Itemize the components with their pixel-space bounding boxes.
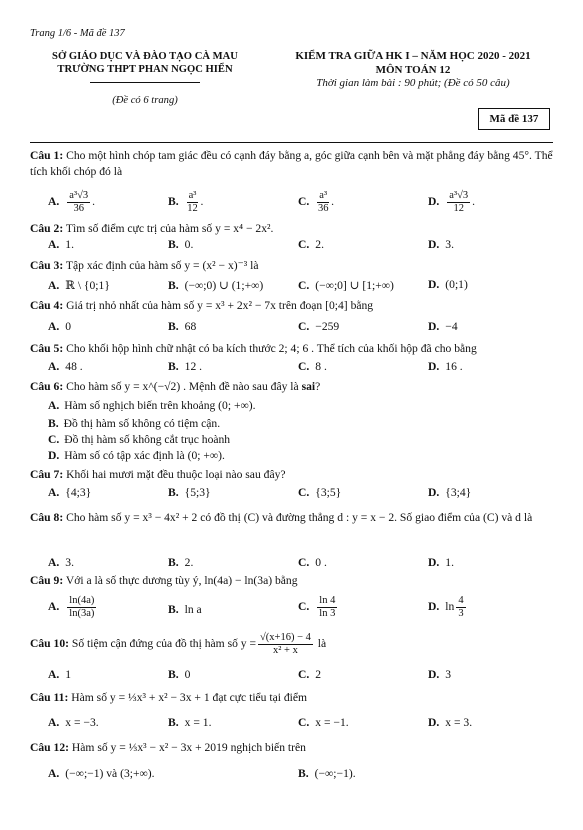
question-text: Số tiệm cận đứng của đồ thị hàm số y = [71, 637, 257, 651]
option-text: 3 [445, 668, 452, 681]
option-c[interactable] [48, 432, 230, 447]
option-text: 1 [65, 668, 72, 681]
question-text: Khối hai mươi mặt đều thuộc loại nào sau đây? [66, 468, 286, 481]
option-letter: B. [168, 556, 179, 569]
option-letter: A. [48, 767, 60, 780]
question-text: Cho khối hộp hình chữ nhật có ba kích thước 2; 4; 6 . Thể tích của khối hộp đã cho bằng [66, 342, 477, 355]
option-letter: C. [298, 600, 310, 614]
options-2 [30, 238, 553, 254]
option-letter: B. [168, 238, 179, 251]
option-letter: C. [298, 279, 310, 292]
option-a[interactable] [48, 556, 74, 569]
school-name: TRƯỜNG THPT PHAN NGỌC HIỂN [57, 64, 233, 75]
option-letter: B. [168, 716, 179, 729]
option-c[interactable]: C. $\frac{\text{a³}}{36}$ . [298, 190, 334, 214]
denominator: x² + x [273, 645, 298, 656]
question-11 [30, 690, 553, 706]
option-letter: B. [168, 320, 179, 333]
option-b[interactable] [168, 716, 211, 729]
option-letter: D. [428, 716, 440, 729]
option-d[interactable] [428, 716, 472, 729]
option-letter: C. [298, 238, 310, 251]
question-text: Tìm số điểm cực trị của hàm số y = x⁴ − 2x². [65, 222, 274, 235]
option-text: (−∞;0) ∪ (1;+∞) [184, 279, 264, 292]
option-d[interactable] [428, 486, 471, 499]
exam-header [272, 50, 554, 91]
option-text: 2. [184, 556, 194, 569]
option-b[interactable] [168, 278, 263, 292]
numerator: ln 4 [319, 595, 336, 606]
option-a[interactable] [48, 278, 110, 292]
option-b[interactable] [168, 603, 202, 616]
question-text: Cho hàm số y = x³ − 4x² + 2 có đồ thị (C) và đường thẳng d : y = x − 2. Số giao điểm của (C) và d là [66, 511, 533, 524]
option-text: (−∞;0] ∪ [1;+∞) [315, 279, 394, 292]
option-text: 3. [445, 238, 454, 251]
option-text: −259 [315, 320, 340, 333]
exam-time: Thời gian làm bài : 90 phút; (Đề có 50 câu) [316, 77, 510, 89]
option-text: 0. [184, 238, 194, 251]
option-letter: D. [428, 600, 440, 614]
option-text: 1. [65, 238, 74, 251]
option-a[interactable] [48, 716, 99, 729]
header-rule [90, 82, 200, 83]
option-letter: B. [168, 486, 179, 499]
option-text: x = 1. [184, 716, 212, 729]
denominator: ln 3 [319, 608, 336, 619]
option-letter: D. [48, 449, 60, 462]
option-b[interactable] [168, 320, 196, 333]
option-letter: C. [298, 360, 310, 373]
question-number: Câu 2: [30, 222, 64, 235]
options-11 [30, 716, 553, 732]
option-text: Hàm số có tập xác định là (0; +∞). [64, 449, 225, 462]
option-text: x = −3. [65, 716, 99, 729]
option-text: {3;4} [445, 486, 472, 499]
question-text: Tập xác định của hàm số y = (x² − x)⁻³ là [65, 259, 259, 272]
option-letter: A. [48, 486, 60, 499]
question-2 [30, 221, 553, 237]
question-1 [30, 148, 553, 180]
options-12 [30, 767, 553, 783]
option-letter: A. [48, 238, 60, 251]
question-8 [30, 510, 553, 526]
option-text: 12 . [184, 360, 203, 373]
question-text: Cho một hình chóp tam giác đều có cạnh đáy bằng a, góc giữa cạnh bên và mặt phẳng đáy bằng 45°. Thể tích khối chóp đó là [30, 149, 553, 178]
option-text: 0 [65, 320, 72, 333]
option-letter: C. [298, 486, 310, 499]
option-c[interactable] [298, 238, 324, 251]
fraction [317, 190, 329, 215]
numerator: √(x+16) − 4 [260, 632, 311, 643]
question-number: Câu 12: [30, 741, 69, 754]
page-label: Trang 1/6 - Mã đề 137 [30, 28, 125, 39]
options-9 [30, 595, 553, 627]
school-header [30, 50, 260, 107]
exam-subject: MÔN TOÁN 12 [375, 63, 451, 76]
option-text: 48 . [65, 360, 83, 373]
options-8 [30, 556, 553, 572]
option-b[interactable] [168, 486, 211, 499]
option-text: 2 [315, 668, 322, 681]
option-letter: D. [428, 556, 440, 569]
option-letter: D. [428, 360, 440, 373]
option-c[interactable] [298, 556, 327, 569]
option-text: ln a [184, 603, 202, 616]
option-letter: C. [298, 668, 310, 681]
option-text: 68 [184, 320, 197, 333]
option-letter: D. [428, 486, 440, 499]
option-text: 2. [315, 238, 324, 251]
question-number: Câu 10: [30, 637, 69, 651]
option-letter: D. [428, 238, 440, 251]
school-dept: SỞ GIÁO DỤC VÀ ĐÀO TẠO CÀ MAU [52, 51, 238, 62]
option-b[interactable] [168, 238, 193, 251]
option-text: 8 . [315, 360, 327, 373]
option-d[interactable] [428, 320, 458, 333]
numerator: ln(4a) [69, 595, 95, 606]
option-text: (−∞;−1) và (3;+∞). [65, 767, 155, 780]
numerator: a³√3 [449, 190, 469, 201]
option-text: −4 [445, 320, 458, 333]
option-letter: A. [48, 195, 60, 209]
option-d[interactable] [428, 278, 468, 291]
numerator: a³ [188, 190, 197, 201]
option-text: 1. [445, 556, 454, 569]
option-d[interactable] [428, 595, 468, 620]
question-number: Câu 1: [30, 149, 64, 162]
question-mark: ? [315, 380, 321, 393]
denominator: 12 [187, 203, 198, 214]
question-4 [30, 298, 553, 314]
denominator: 12 [453, 203, 464, 214]
option-letter: A. [48, 556, 60, 569]
question-3 [30, 258, 553, 274]
fraction [317, 595, 337, 620]
question-number: Câu 3: [30, 259, 64, 272]
option-letter: B. [168, 603, 179, 616]
question-number: Câu 4: [30, 299, 64, 312]
question-7 [30, 467, 553, 483]
option-a[interactable] [48, 595, 98, 620]
fraction [258, 632, 313, 657]
question-number: Câu 7: [30, 468, 64, 481]
fraction [187, 190, 199, 215]
option-d[interactable] [428, 360, 463, 373]
option-letter: A. [48, 320, 60, 333]
option-d[interactable] [428, 238, 454, 251]
options-5 [30, 360, 553, 376]
option-a[interactable] [48, 767, 155, 780]
emphasis-word: sai [301, 380, 316, 393]
option-letter: B. [168, 279, 179, 292]
option-b[interactable] [298, 767, 356, 780]
option-a[interactable] [48, 668, 71, 681]
options-7 [30, 486, 553, 502]
question-text: Cho hàm số y = x^(−√2) . Mệnh đề nào sau đây là [66, 380, 302, 393]
option-letter: B. [298, 767, 309, 780]
question-text: Giá trị nhỏ nhất của hàm số y = x³ + 2x² − 7x trên đoạn [0;4] bằng [66, 299, 374, 312]
options-3 [30, 278, 553, 294]
option-d[interactable] [428, 556, 454, 569]
question-5 [30, 341, 553, 357]
denominator: 36 [317, 203, 329, 214]
option-text: 16 . [445, 360, 463, 373]
option-letter: B. [168, 360, 179, 373]
option-text: {3;5} [315, 486, 342, 499]
option-b[interactable] [168, 556, 193, 569]
exam-title: KIỂM TRA GIỮA HK I – NĂM HỌC 2020 - 2021 [295, 50, 531, 62]
option-text: (0;1) [445, 278, 468, 291]
fraction [456, 595, 465, 620]
question-text: Hàm số y = ⅓x³ − x² − 3x + 2019 nghịch biến trên [71, 741, 306, 754]
option-a[interactable] [48, 320, 71, 333]
question-12 [30, 740, 553, 756]
denominator: 3 [458, 608, 464, 619]
option-text: Đồ thị hàm số không có tiệm cận. [63, 417, 221, 430]
option-a[interactable] [48, 486, 91, 499]
options-1 [30, 190, 553, 220]
option-c[interactable] [298, 668, 321, 681]
question-text-end: là [317, 637, 327, 651]
option-d[interactable] [428, 668, 451, 681]
option-c[interactable] [298, 360, 327, 373]
option-text: 0 [184, 668, 191, 681]
denominator: 36 [73, 203, 84, 214]
option-letter: D. [428, 668, 440, 681]
pages-note: (Đề có 6 trang) [112, 95, 178, 106]
numerator: a³ [319, 190, 328, 201]
question-6 [30, 379, 553, 395]
question-9 [30, 573, 553, 589]
option-letter: B. [48, 417, 59, 430]
option-text: Đồ thị hàm số không cắt trục hoành [64, 433, 231, 446]
option-b[interactable] [48, 416, 220, 431]
question-text: Hàm số y = ⅓x³ + x² − 3x + 1 đạt cực tiểu tại điểm [71, 691, 308, 704]
option-text: x = 3. [445, 716, 473, 729]
option-d[interactable] [48, 448, 225, 463]
question-text: Với a là số thực dương tùy ý, ln(4a) − ln(3a) bằng [65, 574, 298, 587]
question-number: Câu 8: [30, 511, 64, 524]
divider [30, 142, 553, 143]
options-4 [30, 320, 553, 336]
fraction [67, 595, 96, 620]
option-letter: C. [298, 195, 310, 209]
option-letter: A. [48, 279, 60, 292]
option-letter: C. [298, 556, 310, 569]
option-text: 3. [65, 556, 74, 569]
question-10 [30, 632, 553, 657]
option-letter: C. [298, 320, 310, 333]
option-letter: B. [168, 195, 179, 209]
option-text: {4;3} [65, 486, 92, 499]
option-d[interactable]: D. $\frac{\text{a³√3}}{12}$ . [428, 190, 476, 214]
exam-code-box: Mã đề 137 [478, 108, 550, 130]
option-c[interactable] [298, 716, 349, 729]
option-text: {5;3} [184, 486, 211, 499]
question-number: Câu 11: [30, 691, 69, 704]
option-c[interactable] [298, 595, 339, 620]
option-a[interactable] [48, 238, 74, 251]
fraction [67, 190, 90, 215]
option-c[interactable] [298, 278, 394, 292]
option-letter: A. [48, 360, 60, 373]
option-a[interactable]: A. $\frac{\text{a³√3}}{36}$ . [48, 190, 96, 214]
option-c[interactable] [298, 320, 339, 333]
option-text: Hàm số nghịch biến trên khoảng (0; +∞). [64, 399, 256, 412]
option-text: (−∞;−1). [314, 767, 356, 780]
option-b[interactable]: B. $\frac{\text{a³}}{12}$ . [168, 190, 204, 214]
option-letter: A. [48, 668, 60, 681]
option-text: x = −1. [315, 716, 349, 729]
option-letter: A. [48, 716, 60, 729]
option-letter: D. [428, 278, 440, 291]
option-text: ℝ \ {0;1} [65, 279, 110, 292]
option-a[interactable] [48, 398, 256, 413]
option-letter: C. [298, 716, 310, 729]
numerator: 4 [458, 595, 464, 606]
option-letter: C. [48, 433, 60, 446]
denominator: ln(3a) [69, 608, 95, 619]
option-text: 0 . [315, 556, 327, 569]
option-letter: D. [428, 320, 440, 333]
option-letter: A. [48, 399, 60, 412]
question-number: Câu 6: [30, 380, 64, 393]
options-10 [30, 668, 553, 684]
option-c[interactable] [298, 486, 341, 499]
option-b[interactable] [168, 360, 202, 373]
option-letter: B. [168, 668, 179, 681]
option-b[interactable] [168, 668, 190, 681]
option-letter: D. [428, 195, 440, 209]
question-number: Câu 5: [30, 342, 64, 355]
option-letter: A. [48, 600, 60, 614]
option-a[interactable] [48, 360, 83, 373]
question-number: Câu 9: [30, 574, 64, 587]
option-prefix: ln [445, 600, 455, 614]
numerator: a³√3 [69, 190, 89, 201]
fraction [447, 190, 470, 215]
